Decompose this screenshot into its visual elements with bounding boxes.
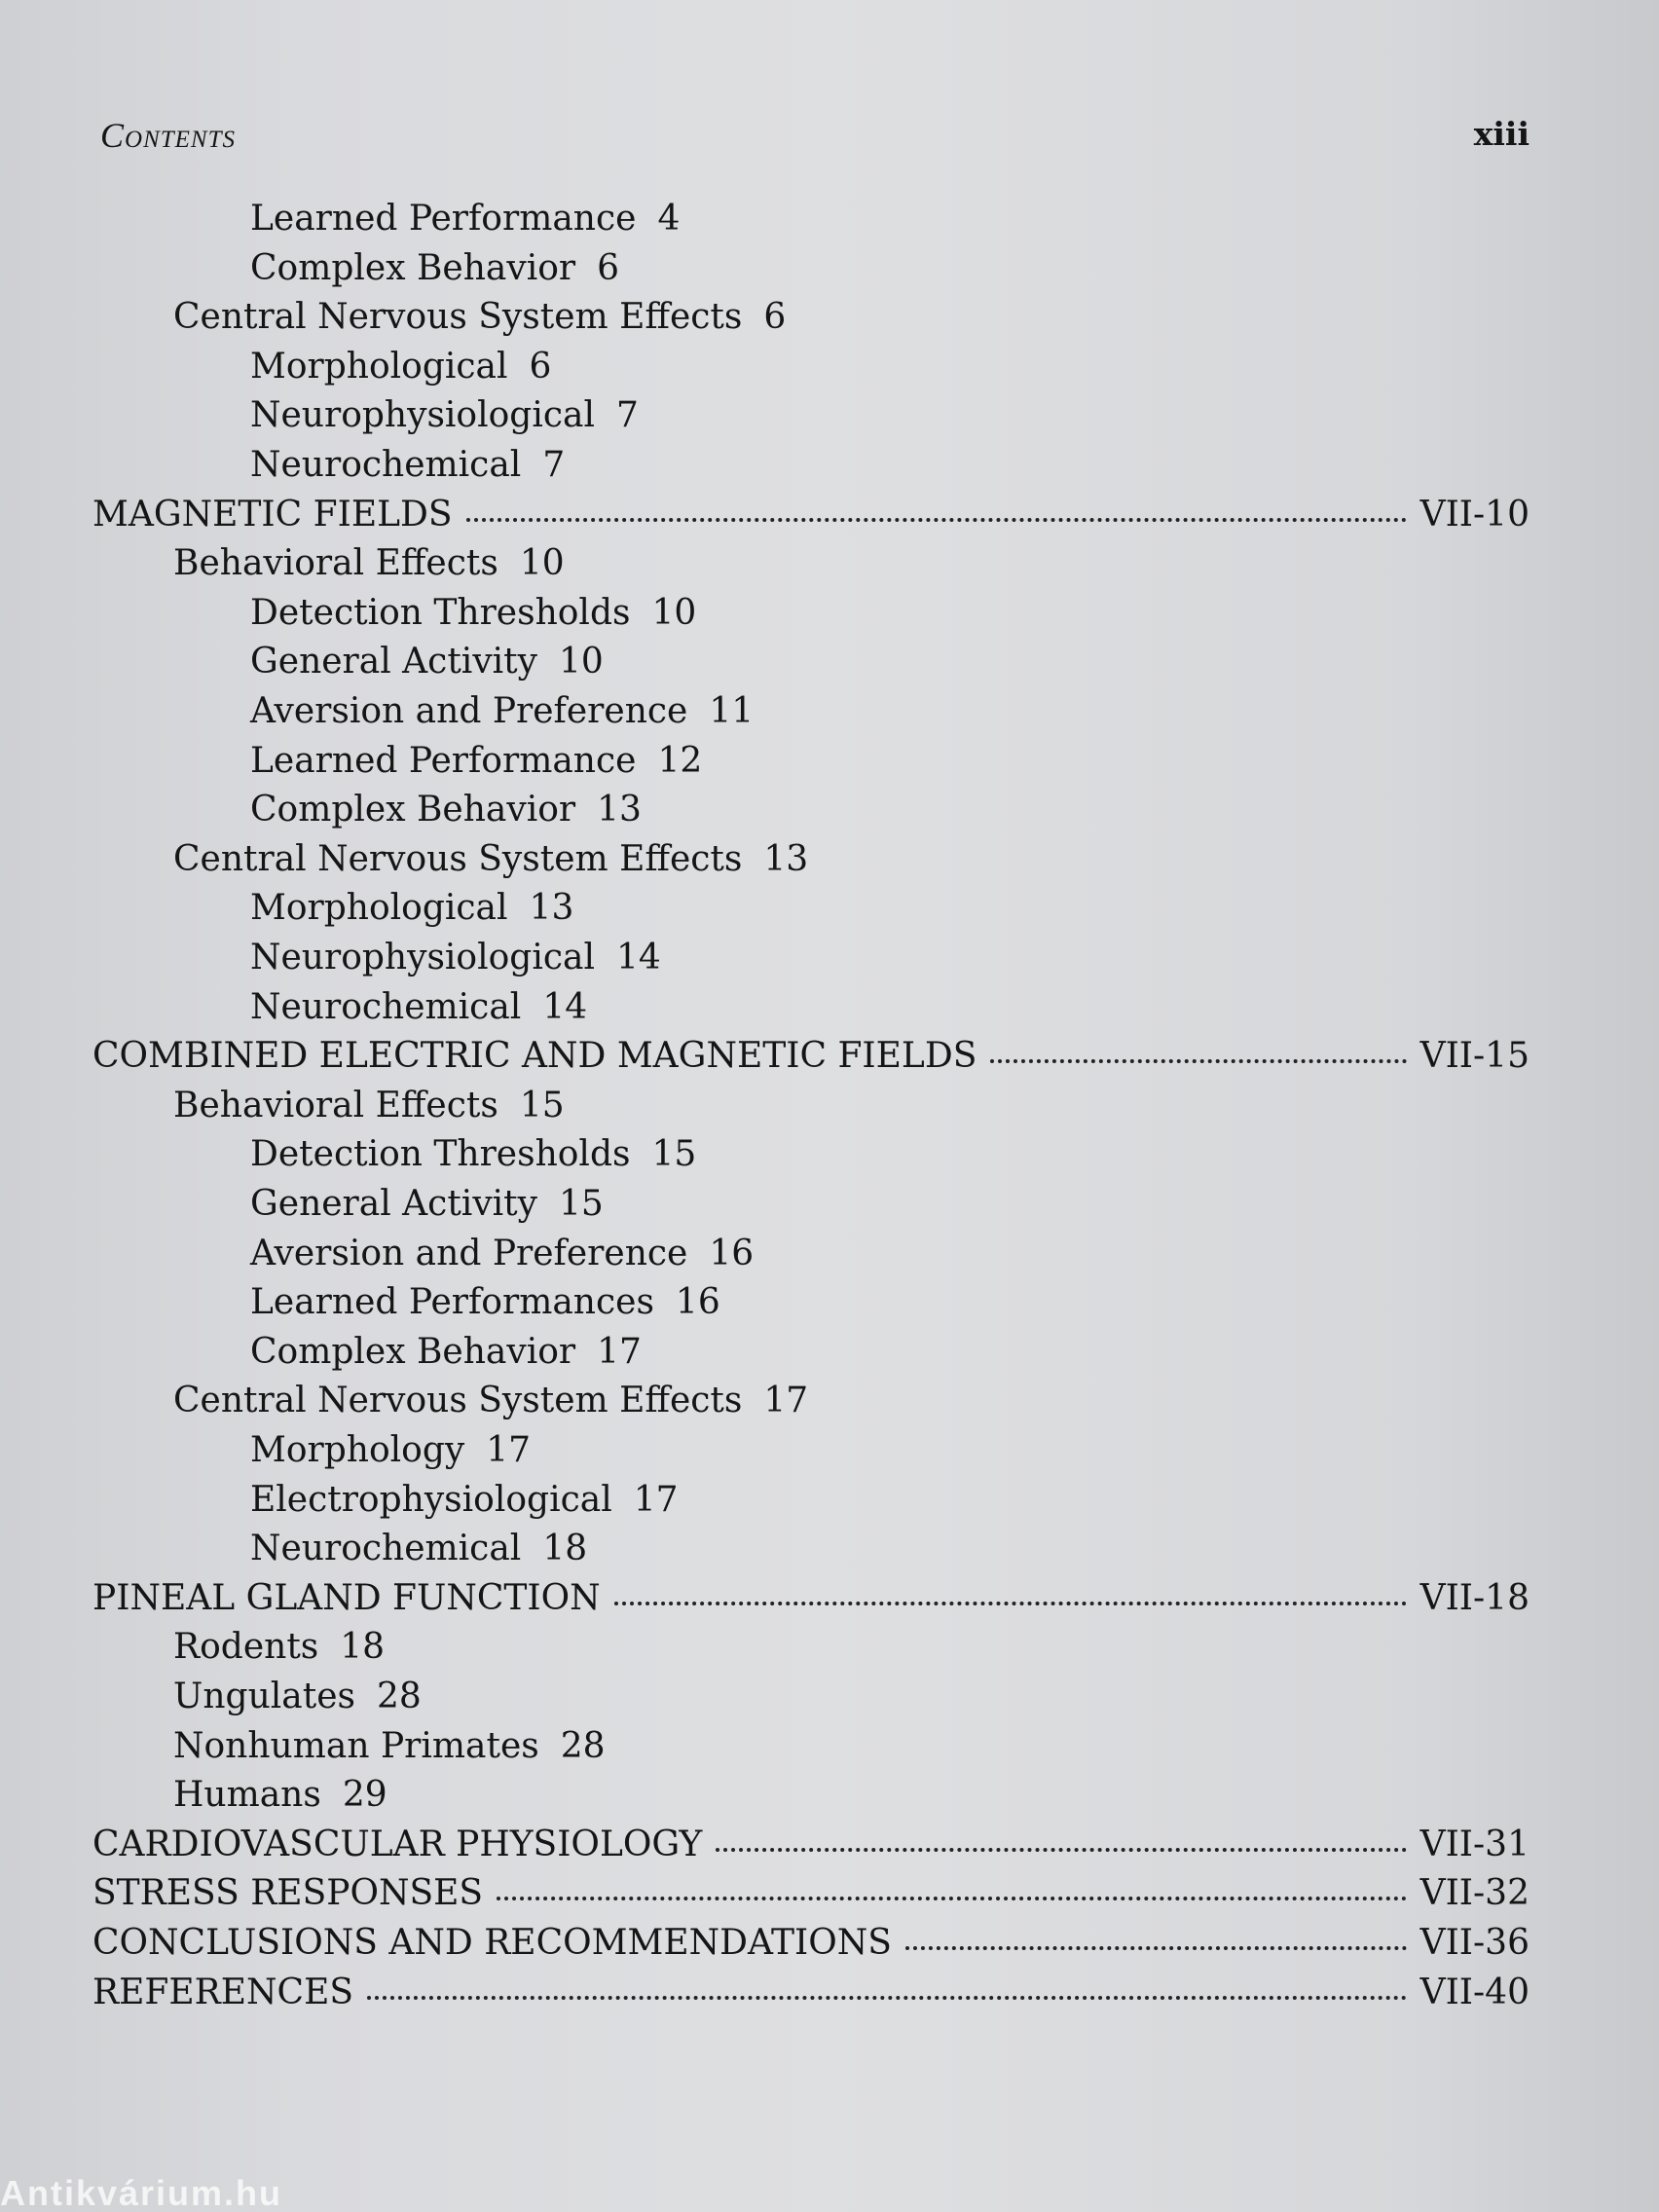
toc-entry-label: Central Nervous System Effects <box>173 297 743 338</box>
watermark-text: Antikvárium.hu <box>0 2173 283 2212</box>
toc-entry-page: 6 <box>529 346 552 387</box>
toc-sub-entry <box>250 1476 679 1525</box>
toc-sub-entry <box>250 244 619 293</box>
dot-leader <box>905 1919 1407 1950</box>
toc-entry-label: Electrophysiological <box>250 1479 612 1520</box>
toc-entry-page: 29 <box>342 1775 387 1816</box>
toc-entry-label: Neurochemical <box>250 986 522 1027</box>
toc-entry-label: Detection Thresholds <box>250 1134 631 1175</box>
toc-entry-page: VII-36 <box>1419 1923 1530 1963</box>
toc-entry-label: Complex Behavior <box>250 790 576 830</box>
toc-sub-entry <box>250 1230 754 1278</box>
section-title: Contents <box>100 116 236 155</box>
toc-sub-entry <box>250 195 680 243</box>
running-head <box>100 115 1530 164</box>
toc-entry-page: 28 <box>376 1677 422 1716</box>
toc-entry-label: COMBINED ELECTRIC AND MAGNETIC FIELDS <box>92 1036 977 1077</box>
toc-sub-entry <box>250 983 587 1032</box>
toc-chapter-entry <box>92 1919 1530 1968</box>
toc-entry-label: Neurophysiological <box>250 938 595 977</box>
toc-entry-label: Central Nervous System Effects <box>173 1381 743 1421</box>
toc-chapter-entry <box>92 1869 1530 1918</box>
toc-sub-entry <box>173 293 786 342</box>
toc-sub-entry <box>173 1623 385 1672</box>
toc-entry-page: 13 <box>529 888 574 929</box>
toc-entry-page: 16 <box>675 1282 720 1323</box>
toc-entry-label: CONCLUSIONS AND RECOMMENDATIONS <box>92 1923 892 1963</box>
toc-sub-entry <box>173 1082 565 1130</box>
toc-entry-label: Humans <box>173 1775 321 1816</box>
toc-entry-label: MAGNETIC FIELDS <box>92 494 453 535</box>
toc-entry-page: 17 <box>633 1479 679 1520</box>
toc-entry-page: 16 <box>709 1233 755 1273</box>
toc-sub-entry <box>250 884 573 933</box>
toc-entry-page: 12 <box>657 740 703 781</box>
toc-sub-entry <box>173 1673 422 1721</box>
toc-entry-page: 15 <box>651 1134 697 1175</box>
toc-entry-label: Behavioral Effects <box>173 543 498 584</box>
toc-entry-page: VII-10 <box>1419 494 1530 535</box>
toc-entry-page: VII-15 <box>1419 1036 1530 1077</box>
toc-entry-label: REFERENCES <box>92 1972 354 2012</box>
toc-entry-label: Nonhuman Primates <box>173 1725 539 1766</box>
dot-leader <box>497 1869 1406 1900</box>
toc-sub-entry <box>250 1426 531 1475</box>
toc-entry-label: Morphological <box>250 888 508 929</box>
toc-entry-page: 13 <box>763 838 809 879</box>
toc-sub-entry <box>250 1328 642 1377</box>
toc-entry-label: Aversion and Preference <box>250 1233 688 1273</box>
toc-sub-entry <box>250 638 604 686</box>
toc-entry-label: CARDIOVASCULAR PHYSIOLOGY <box>92 1824 703 1864</box>
toc-entry-label: Learned Performances <box>250 1282 654 1323</box>
toc-entry-label: Learned Performance <box>250 199 637 239</box>
toc-entry-label: PINEAL GLAND FUNCTION <box>92 1577 601 1618</box>
toc-entry-label: Central Nervous System Effects <box>173 838 743 879</box>
toc-sub-entry <box>173 1722 606 1771</box>
toc-entry-label: Morphology <box>250 1430 465 1470</box>
dot-leader <box>614 1574 1407 1605</box>
toc-chapter-entry <box>92 1032 1530 1081</box>
toc-chapter-entry <box>92 1969 1530 2017</box>
toc-entry-page: 10 <box>519 543 565 584</box>
toc-sub-entry <box>173 1377 808 1425</box>
toc-chapter-entry <box>92 1574 1530 1623</box>
toc-entry-page: 17 <box>763 1381 809 1421</box>
toc-entry-page: 7 <box>616 395 639 436</box>
toc-chapter-entry <box>92 491 1530 539</box>
toc-entry-page: 13 <box>597 790 642 830</box>
toc-sub-entry <box>173 835 808 884</box>
toc-sub-entry <box>250 441 565 490</box>
toc-entry-page: 7 <box>542 445 566 485</box>
toc-entry-page: 10 <box>558 642 604 682</box>
toc-sub-entry <box>173 1771 387 1820</box>
toc-entry-label: Neurophysiological <box>250 395 595 436</box>
toc-entry-page: 6 <box>597 247 620 288</box>
dot-leader <box>466 491 1407 522</box>
toc-entry-label: Complex Behavior <box>250 1331 576 1372</box>
toc-entry-page: 14 <box>542 986 588 1027</box>
toc-entry-page: 15 <box>558 1184 604 1224</box>
dot-leader <box>367 1969 1407 2000</box>
toc-entry-page: 14 <box>616 938 661 977</box>
toc-entry-page: VII-18 <box>1419 1577 1530 1618</box>
toc-entry-label: General Activity <box>250 1184 537 1224</box>
toc-sub-entry <box>250 1130 696 1179</box>
toc-entry-label: STRESS RESPONSES <box>92 1873 484 1914</box>
toc-sub-entry <box>250 737 702 786</box>
dot-leader <box>716 1821 1406 1852</box>
toc-entry-label: Morphological <box>250 346 508 387</box>
toc-entry-page: 17 <box>486 1430 532 1470</box>
toc-sub-entry <box>250 589 696 638</box>
toc-sub-entry <box>250 687 754 736</box>
toc-entry-page: VII-40 <box>1419 1972 1530 2012</box>
toc-sub-entry <box>250 391 639 440</box>
toc-sub-entry <box>250 1180 604 1229</box>
toc-entry-label: Neurochemical <box>250 1529 522 1569</box>
toc-entry-label: Complex Behavior <box>250 247 576 288</box>
toc-entry-page: 4 <box>657 199 681 239</box>
page-number: xiii <box>1473 115 1530 153</box>
toc-entry-page: 17 <box>597 1331 642 1372</box>
toc-entry-label: Detection Thresholds <box>250 592 631 633</box>
toc-entry-page: VII-32 <box>1419 1873 1530 1914</box>
toc-entry-page: 10 <box>651 592 697 633</box>
toc-sub-entry <box>250 786 642 834</box>
toc-sub-entry <box>250 934 661 982</box>
toc-entry-label: Rodents <box>173 1627 319 1668</box>
toc-entry-page: VII-31 <box>1419 1824 1530 1864</box>
toc-entry-page: 15 <box>519 1085 565 1125</box>
toc-entry-page: 18 <box>542 1529 588 1569</box>
toc-entry-label: Aversion and Preference <box>250 691 688 731</box>
dot-leader <box>990 1032 1406 1063</box>
toc-entry-label: Behavioral Effects <box>173 1085 498 1125</box>
toc-sub-entry <box>173 539 565 588</box>
toc-entry-label: Ungulates <box>173 1677 355 1716</box>
toc-sub-entry <box>250 1525 587 1573</box>
toc-entry-page: 18 <box>340 1627 386 1668</box>
toc-entry-label: Learned Performance <box>250 740 637 781</box>
toc-entry-label: General Activity <box>250 642 537 682</box>
toc-entry-label: Neurochemical <box>250 445 522 485</box>
toc-sub-entry <box>250 343 551 391</box>
toc-sub-entry <box>250 1278 720 1327</box>
toc-entry-page: 11 <box>709 691 755 731</box>
toc-entry-page: 28 <box>560 1725 606 1766</box>
toc-entry-page: 6 <box>763 297 787 338</box>
toc-chapter-entry <box>92 1821 1530 1869</box>
